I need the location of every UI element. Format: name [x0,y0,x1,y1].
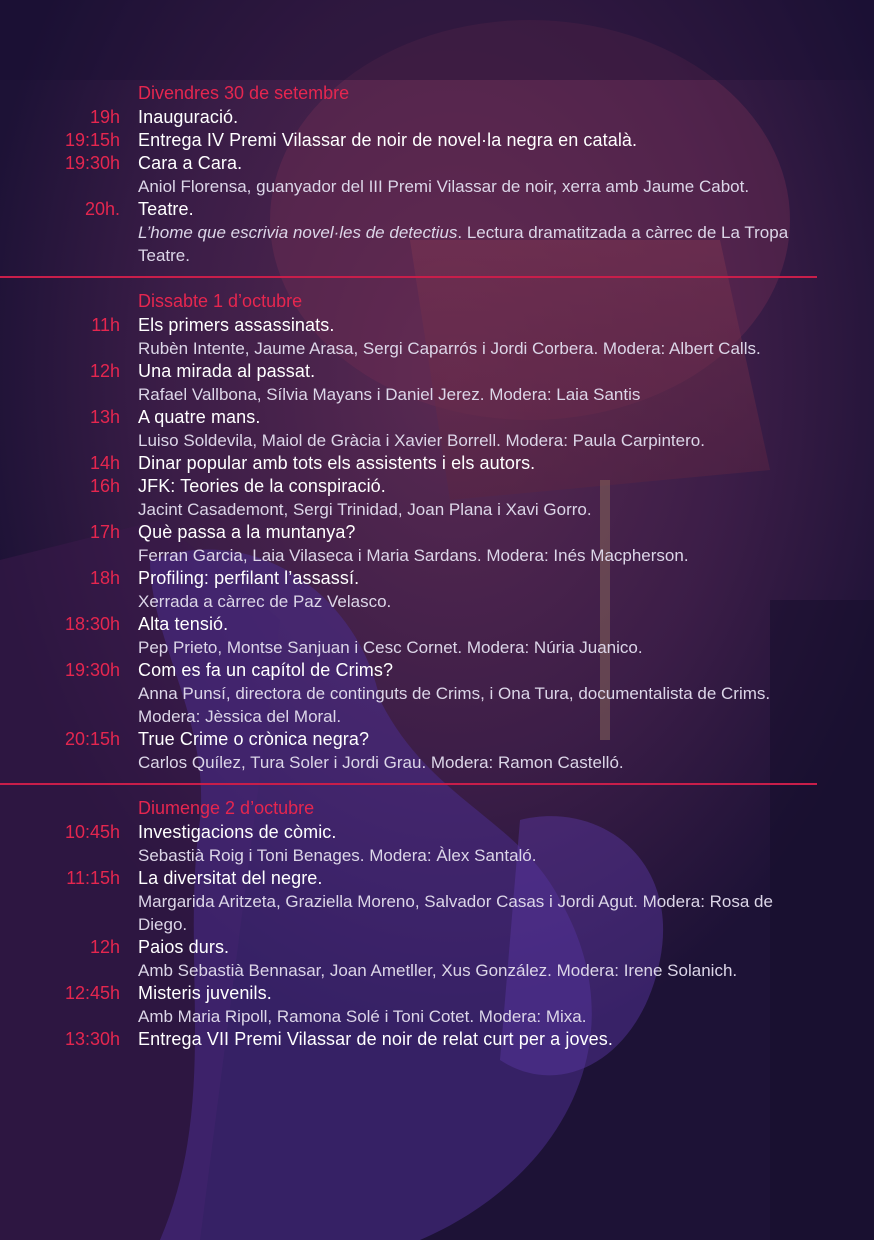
event-description [138,221,814,267]
event-title: Una mirada al passat. [138,361,316,381]
event-time: 13h [89,407,120,427]
event-time: 19h [89,107,120,127]
day-title: Diumenge 2 d’octubre [138,798,315,818]
event-description: Jacint Casademont, Sergi Trinidad, Joan Plana i Xavi Gorro. [138,500,592,519]
event-description: Rafael Vallbona, Sílvia Mayans i Daniel Jerez. Modera: Laia Santis [138,385,641,404]
event-description: Xerrada a càrrec de Paz Velasco. [138,592,392,611]
day-saturday [0,290,874,774]
event-time: 16h [89,476,120,496]
event-time: 14h [89,453,120,473]
event [0,982,874,1028]
day-sunday [0,797,874,1051]
event-title: Com es fa un capítol de Crims? [138,660,394,680]
event-time: 20:15h [64,729,120,749]
event-title: Què passa a la muntanya? [138,522,356,542]
event-time: 13:30h [64,1029,120,1049]
event-description: Amb Sebastià Bennasar, Joan Ametller, Xus González. Modera: Irene Solanich. [138,961,738,980]
event [0,821,874,867]
event-title: True Crime o crònica negra? [138,729,370,749]
event [0,360,874,406]
section-divider [0,276,817,278]
event-description: Anna Punsí, directora de continguts de Crims, i Ona Tura, documentalista de Crims. Modera: Jèssica del Moral. [138,684,771,726]
event [0,314,874,360]
event-description: Pep Prieto, Montse Sanjuan i Cesc Cornet. Modera: Núria Juanico. [138,638,643,657]
event-title: Els primers assassinats. [138,315,335,335]
event-title: La diversitat del negre. [138,868,323,888]
event-time: 18h [89,568,120,588]
event-time: 19:15h [64,130,120,150]
event [0,198,874,267]
event [0,106,874,129]
event-title: JFK: Teories de la conspiració. [138,476,386,496]
event-description: Aniol Florensa, guanyador del III Premi Vilassar de noir, xerra amb Jaume Cabot. [138,177,750,196]
event-time: 12:45h [64,983,120,1003]
event-description: Amb Maria Ripoll, Ramona Solé i Toni Cotet. Modera: Mixa. [138,1007,587,1026]
event [0,152,874,198]
event-title: Paios durs. [138,937,230,957]
event-title: Entrega VII Premi Vilassar de noir de relat curt per a joves. [138,1029,613,1049]
event-time: 17h [89,522,120,542]
event-description: Sebastià Roig i Toni Benages. Modera: Àlex Santaló. [138,846,537,865]
section-divider [0,783,817,785]
event-time: 11h [91,315,120,335]
event-description-text: . Lectura dramatitzada a càrrec de La Tropa Teatre. [138,223,789,265]
event-description: Luiso Soldevila, Maiol de Gràcia i Xavier Borrell. Modera: Paula Carpintero. [138,431,705,450]
program-schedule [0,82,874,1051]
event-title: Profiling: perfilant l’assassí. [138,568,360,588]
event-title: Cara a Cara. [138,153,243,173]
event-title: Investigacions de còmic. [138,822,337,842]
event [0,567,874,613]
event [0,659,874,728]
event-time: 10:45h [64,822,120,842]
event [0,613,874,659]
event [0,129,874,152]
event-time: 12h [89,937,120,957]
event-description: Ferran Garcia, Laia Vilaseca i Maria Sardans. Modera: Inés Macpherson. [138,546,689,565]
event [0,936,874,982]
day-title: Divendres 30 de setembre [138,83,350,103]
day-title: Dissabte 1 d’octubre [138,291,303,311]
event-time: 18:30h [64,614,120,634]
event [0,475,874,521]
event [0,452,874,475]
event-time: 19:30h [64,153,120,173]
event-title: Teatre. [138,199,194,219]
event-title: Misteris juvenils. [138,983,272,1003]
event-title: Entrega IV Premi Vilassar de noir de novel·la negra en català. [138,130,638,150]
event-description: Rubèn Intente, Jaume Arasa, Sergi Caparrós i Jordi Corbera. Modera: Albert Calls. [138,339,761,358]
event-description: Margarida Aritzeta, Graziella Moreno, Salvador Casas i Jordi Agut. Modera: Rosa de Diego. [138,892,773,934]
event-time: 19:30h [64,660,120,680]
event [0,521,874,567]
event-title: Dinar popular amb tots els assistents i els autors. [138,453,536,473]
event-title: Alta tensió. [138,614,229,634]
event [0,1028,874,1051]
event-title: A quatre mans. [138,407,261,427]
event-time: 12h [89,361,120,381]
play-title: L’home que escrivia novel·les de detectius [138,223,458,242]
event-time: 20h. [84,199,120,219]
event-time: 11:15h [66,868,120,888]
event [0,728,874,774]
event-title: Inauguració. [138,107,239,127]
event [0,867,874,936]
event-description: Carlos Quílez, Tura Soler i Jordi Grau. Modera: Ramon Castelló. [138,753,624,772]
day-friday [0,82,874,267]
event [0,406,874,452]
